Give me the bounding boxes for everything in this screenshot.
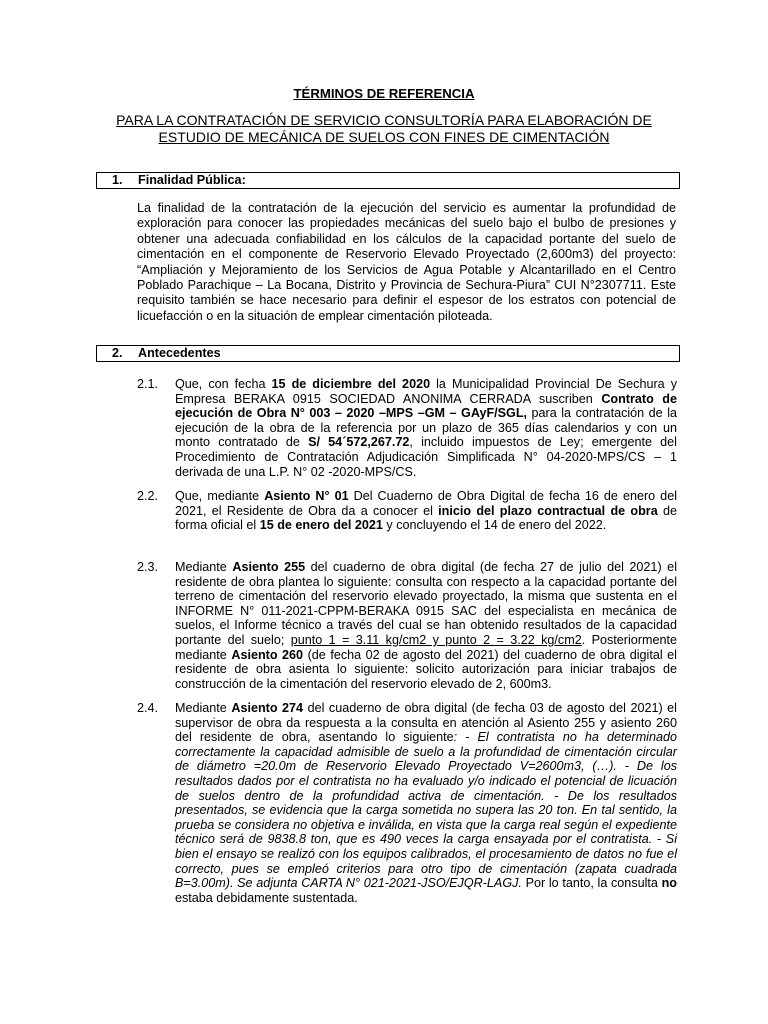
text-run: Mediante	[175, 560, 233, 574]
section-1-body	[137, 201, 676, 324]
section-1-number: 1.	[112, 173, 123, 187]
text-run: (de fecha 02 de agosto del 2021) del cuaderno de obra digital el residente de obra asienta lo siguiente: solicito autorización para iniciar trabajos de construcción de la cimentación del reservorio elevado de 2, 600m3.	[175, 647, 677, 691]
text-run: Que, con fecha	[175, 377, 272, 391]
text-run: , incluido impuestos de Ley; emergente del Procedimiento de Contratación Adjudicación Simplificada N° 04-2020-MPS/CS – 1 derivada de una L.P. N° 02 -2020-MPS/CS.	[175, 435, 677, 479]
text-run: Asiento 255	[232, 560, 306, 574]
text-run: no	[661, 876, 677, 891]
text-run: : - El contratista no ha determinado correctamente la capacidad admisible de suelo a la profundidad de cimentación circular de diámetro =20.0m de Reservorio Elevado Proyectado V=2600m3, (…). - De los resultados dados por el contratista no ha evaluado y/o indicado el potencial de licuación de suelos dentro de la profundidad activa de cimentación. - De los resultados presentados, se evidencia que la carga sometida no supera las 20 ton. En tal sentido, la prueba se considera no objetiva e inválida, en vista que la carga real según el expediente técnico será de 9838.8 ton, que es 490 veces la carga ensayada por el contratista. - Si bien el ensayo se realizó con los equipos calibrados, el procesamiento de datos no fue el correcto, pues se empleó criterios para otro tipo de cimentación (zapata cuadrada B=3.00m). Se adjunta CARTA N° 021-2021-JSO/EJQR-LAGJ.	[175, 730, 677, 891]
text-run: 15 de enero del 2021	[259, 518, 383, 533]
text-run: Asiento N° 01	[264, 489, 349, 503]
text-run: . Posteriormente mediante	[175, 632, 677, 662]
section-2-heading: Antecedentes	[138, 346, 221, 360]
item-number: 2.4.	[137, 701, 159, 715]
text-run: del cuaderno de obra digital (de fecha 03 de agosto del 2021) el supervisor de obra da respuesta a la consulta en atención al Asiento 255 y asiento 260 del residente de obra, asentando lo siguiente	[175, 701, 677, 745]
section-1-heading-box	[96, 172, 680, 189]
section-1-heading: Finalidad Pública:	[138, 173, 246, 187]
section-1-paragraph: La finalidad de la contratación de la ejecución del servicio es aumentar la profundidad de exploración para conocer las propiedades mecánicas del suelo bajo el bulbo de presiones y obtener una adecuada confiabilidad en los cálculos de la capacidad portante del suelo de cimentación en el componente de Reservorio Elevado Proyectado (2,600m3) del proyecto: “Ampliación y Mejoramiento de los Servicios de Agua Potable y Alcantarillado en el Centro Poblado Parachique – La Bocana, Distrito y Provincia de Sechura-Piura” CUI N°2307711. Este requisito también se hace necesario para definir el espesor de los estratos con potencial de licuefacción o en la situación de emplear cimentación piloteada.	[137, 201, 676, 323]
item-text	[175, 560, 677, 691]
text-run: 15 de diciembre del 2020	[271, 377, 431, 391]
item-number: 2.2.	[137, 489, 159, 503]
document-subtitle: PARA LA CONTRATACIÓN DE SERVICIO CONSULTORÍA PARA ELABORACIÓN DE ESTUDIO DE MECÁNICA DE SUELOS CON FINES DE CIMENTACIÓN	[116, 112, 652, 145]
text-run: del cuaderno de obra digital (de fecha 27 de julio del 2021) el residente de obra plantea lo siguiente: consulta con respecto a la capacidad portante del terreno de cimentación del reservorio elevado proyectado, la misma que sustenta en el INFORME N° 011-2021-CPPM-BERAKA 0915 SAC del especialista en mecánica de suelos, el Informe técnico a través del cual se han obtenido resultados de la capacidad portante del suelo;	[175, 560, 677, 647]
section-2-number: 2.	[112, 346, 123, 360]
text-run: Asiento 260	[231, 647, 304, 662]
text-run: S/ 54´572,267.72	[308, 435, 410, 450]
text-run: Asiento 274	[231, 701, 304, 715]
text-run: de forma oficial el	[175, 503, 678, 533]
item-number: 2.3.	[137, 560, 159, 574]
text-run: Por lo tanto, la consulta	[521, 876, 662, 891]
item-text	[175, 377, 677, 479]
text-run: Contrato de ejecución de Obra N° 003 – 2020 –MPS –GM – GAyF/SGL,	[175, 391, 677, 421]
item-text	[175, 489, 677, 533]
text-run: Del Cuaderno de Obra Digital de fecha 16 de enero del 2021, el Residente de Obra da a conocer el	[175, 489, 677, 518]
text-run: estaba debidamente sustentada.	[175, 890, 358, 905]
section-2-heading-box	[96, 345, 680, 362]
text-run: para la contratación de la ejecución de la obra de la referencia por un plazo de 365 días calendarios y con un monto contratado de	[175, 406, 677, 450]
text-run: la Municipalidad Provincial De Sechura y Empresa BERAKA 0915 SOCIEDAD ANONIMA CERRADA suscriben	[175, 377, 677, 406]
text-run: punto 1 = 3.11 kg/cm2 y punto 2 = 3.22 kg/cm2	[290, 632, 582, 647]
text-run: inicio del plazo contractual de obra	[438, 503, 658, 518]
item-text	[175, 701, 677, 905]
text-run: Que, mediante	[175, 489, 265, 503]
text-run: Mediante	[175, 701, 232, 715]
text-run: y concluyendo el 14 de enero del 2022.	[382, 518, 607, 533]
item-number: 2.1.	[137, 377, 159, 391]
document-title: TÉRMINOS DE REFERENCIA	[293, 86, 475, 101]
